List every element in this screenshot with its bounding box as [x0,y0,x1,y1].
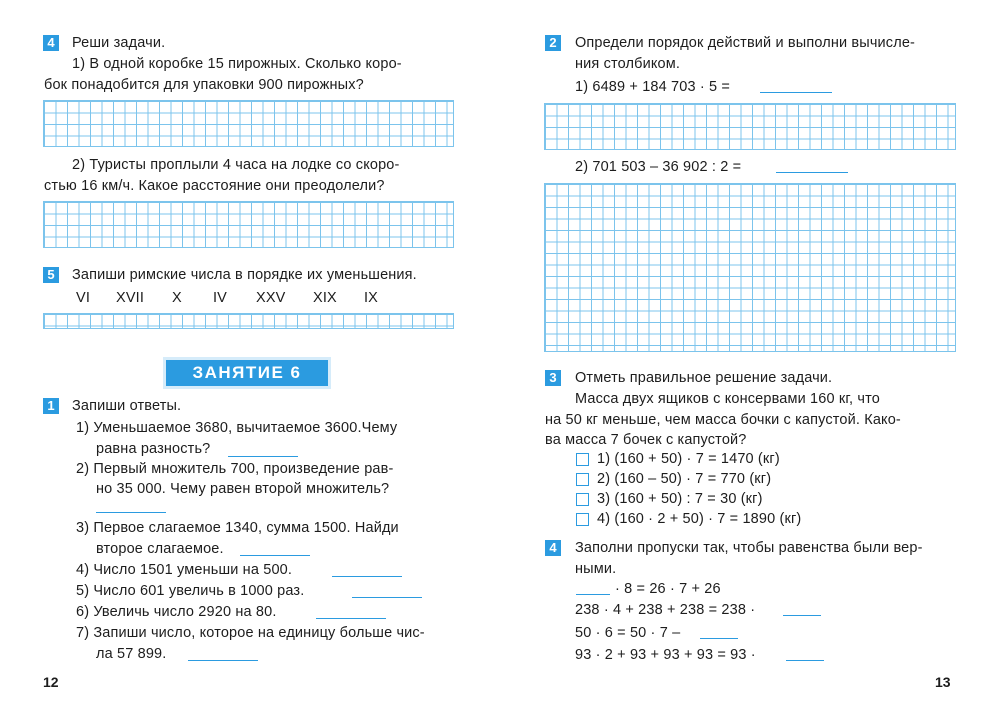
answer-grid-5[interactable] [43,313,454,329]
equation-4-blank[interactable] [786,660,824,661]
option-4-label: 4) (160 · 2 + 50) · 7 = 1890 (кг) [597,511,802,527]
item-5: 5) Число 601 увеличь в 1000 раз. [76,583,305,599]
option-3-checkbox[interactable] [576,493,589,506]
answer-grid-4-2[interactable] [43,201,454,248]
roman-numeral: XXV [256,290,286,306]
task-3-text-line-2: на 50 кг меньше, чем масса бочки с капустой. Како- [545,412,901,428]
item-7-line-1: 7) Запиши число, которое на единицу больше чис- [76,625,425,641]
task-4r-title-line-1: Заполни пропуски так, чтобы равенства были вер- [575,540,923,556]
task-4-problem-1-line-1: 1) В одной коробке 15 пирожных. Сколько коро- [72,56,402,72]
equation-4: 93 · 2 + 93 + 93 + 93 = 93 · [575,647,756,663]
expression-2-blank[interactable] [776,172,848,173]
task-5-badge: 5 [43,267,59,283]
answer-blank-2[interactable] [96,512,166,513]
equation-1-blank[interactable] [576,594,610,595]
item-6: 6) Увеличь число 2920 на 80. [76,604,277,620]
equation-3: 50 · 6 = 50 · 7 – [575,625,681,641]
option-4-checkbox[interactable] [576,513,589,526]
task-3-title: Отметь правильное решение задачи. [575,370,833,386]
task-2-badge: 2 [545,35,561,51]
roman-numeral: X [172,290,182,306]
option-2-checkbox[interactable] [576,473,589,486]
item-2-line-1: 2) Первый множитель 700, произведение рав- [76,461,394,477]
option-1-label: 1) (160 + 50) · 7 = 1470 (кг) [597,451,780,467]
option-2-label: 2) (160 – 50) · 7 = 770 (кг) [597,471,772,487]
task-4-title: Реши задачи. [72,35,166,51]
task-4r-title-line-2: ными. [575,561,617,577]
item-7-line-2: ла 57 899. [96,646,167,662]
task-2-title-line-1: Определи порядок действий и выполни вычисле- [575,35,916,51]
equation-2: 238 · 4 + 238 + 238 = 238 · [575,602,756,618]
answer-blank-7[interactable] [188,660,258,661]
item-4: 4) Число 1501 уменьши на 500. [76,562,293,578]
task-1-badge: 1 [43,398,59,414]
right-page [500,0,1000,712]
task-1-title: Запиши ответы. [72,398,182,414]
answer-blank-4[interactable] [332,576,402,577]
equation-2-blank[interactable] [783,615,821,616]
task-3-badge: 3 [545,370,561,386]
lesson-title: ЗАНЯТИЕ 6 [166,360,328,386]
item-1-line-1: 1) Уменьшаемое 3680, вычитаемое 3600.Чему [76,420,398,436]
equation-3-blank[interactable] [700,638,738,639]
task-3-text-line-3: ва масса 7 бочек с капустой? [545,432,747,448]
task-4-badge: 4 [43,35,59,51]
expression-2: 2) 701 503 – 36 902 : 2 = [575,159,742,175]
task-5-title: Запиши римские числа в порядке их уменьшения. [72,267,417,283]
task-4r-badge: 4 [545,540,561,556]
answer-blank-3[interactable] [240,555,310,556]
task-4-problem-2-line-2: стью 16 км/ч. Какое расстояние они преодолели? [44,178,385,194]
option-3-label: 3) (160 + 50) : 7 = 30 (кг) [597,491,763,507]
roman-numeral: IV [213,290,227,306]
task-3-text-line-1: Масса двух ящиков с консервами 160 кг, что [575,391,880,407]
item-1-line-2: равна разность? [96,441,211,457]
answer-blank-6[interactable] [316,618,386,619]
item-2-line-2: но 35 000. Чему равен второй множитель? [96,481,390,497]
item-3-line-2: второе слагаемое. [96,541,224,557]
page-number: 13 [935,674,951,690]
roman-numeral: XVII [116,290,144,306]
roman-numeral: VI [76,290,90,306]
calc-grid-2[interactable] [544,183,956,352]
option-1-checkbox[interactable] [576,453,589,466]
equation-1: · 8 = 26 · 7 + 26 [615,581,721,597]
expression-1-blank[interactable] [760,92,832,93]
item-3-line-1: 3) Первое слагаемое 1340, сумма 1500. Найди [76,520,399,536]
roman-numeral: IX [364,290,378,306]
task-4-problem-2-line-1: 2) Туристы проплыли 4 часа на лодке со скоро- [72,157,400,173]
expression-1: 1) 6489 + 184 703 · 5 = [575,79,731,95]
roman-numeral: XIX [313,290,337,306]
calc-grid-1[interactable] [544,103,956,150]
answer-blank-5[interactable] [352,597,422,598]
page-number: 12 [43,674,59,690]
answer-grid-4-1[interactable] [43,100,454,147]
task-4-problem-1-line-2: бок понадобится для упаковки 900 пирожных? [44,77,364,93]
answer-blank-1[interactable] [228,456,298,457]
task-2-title-line-2: ния столбиком. [575,56,680,72]
